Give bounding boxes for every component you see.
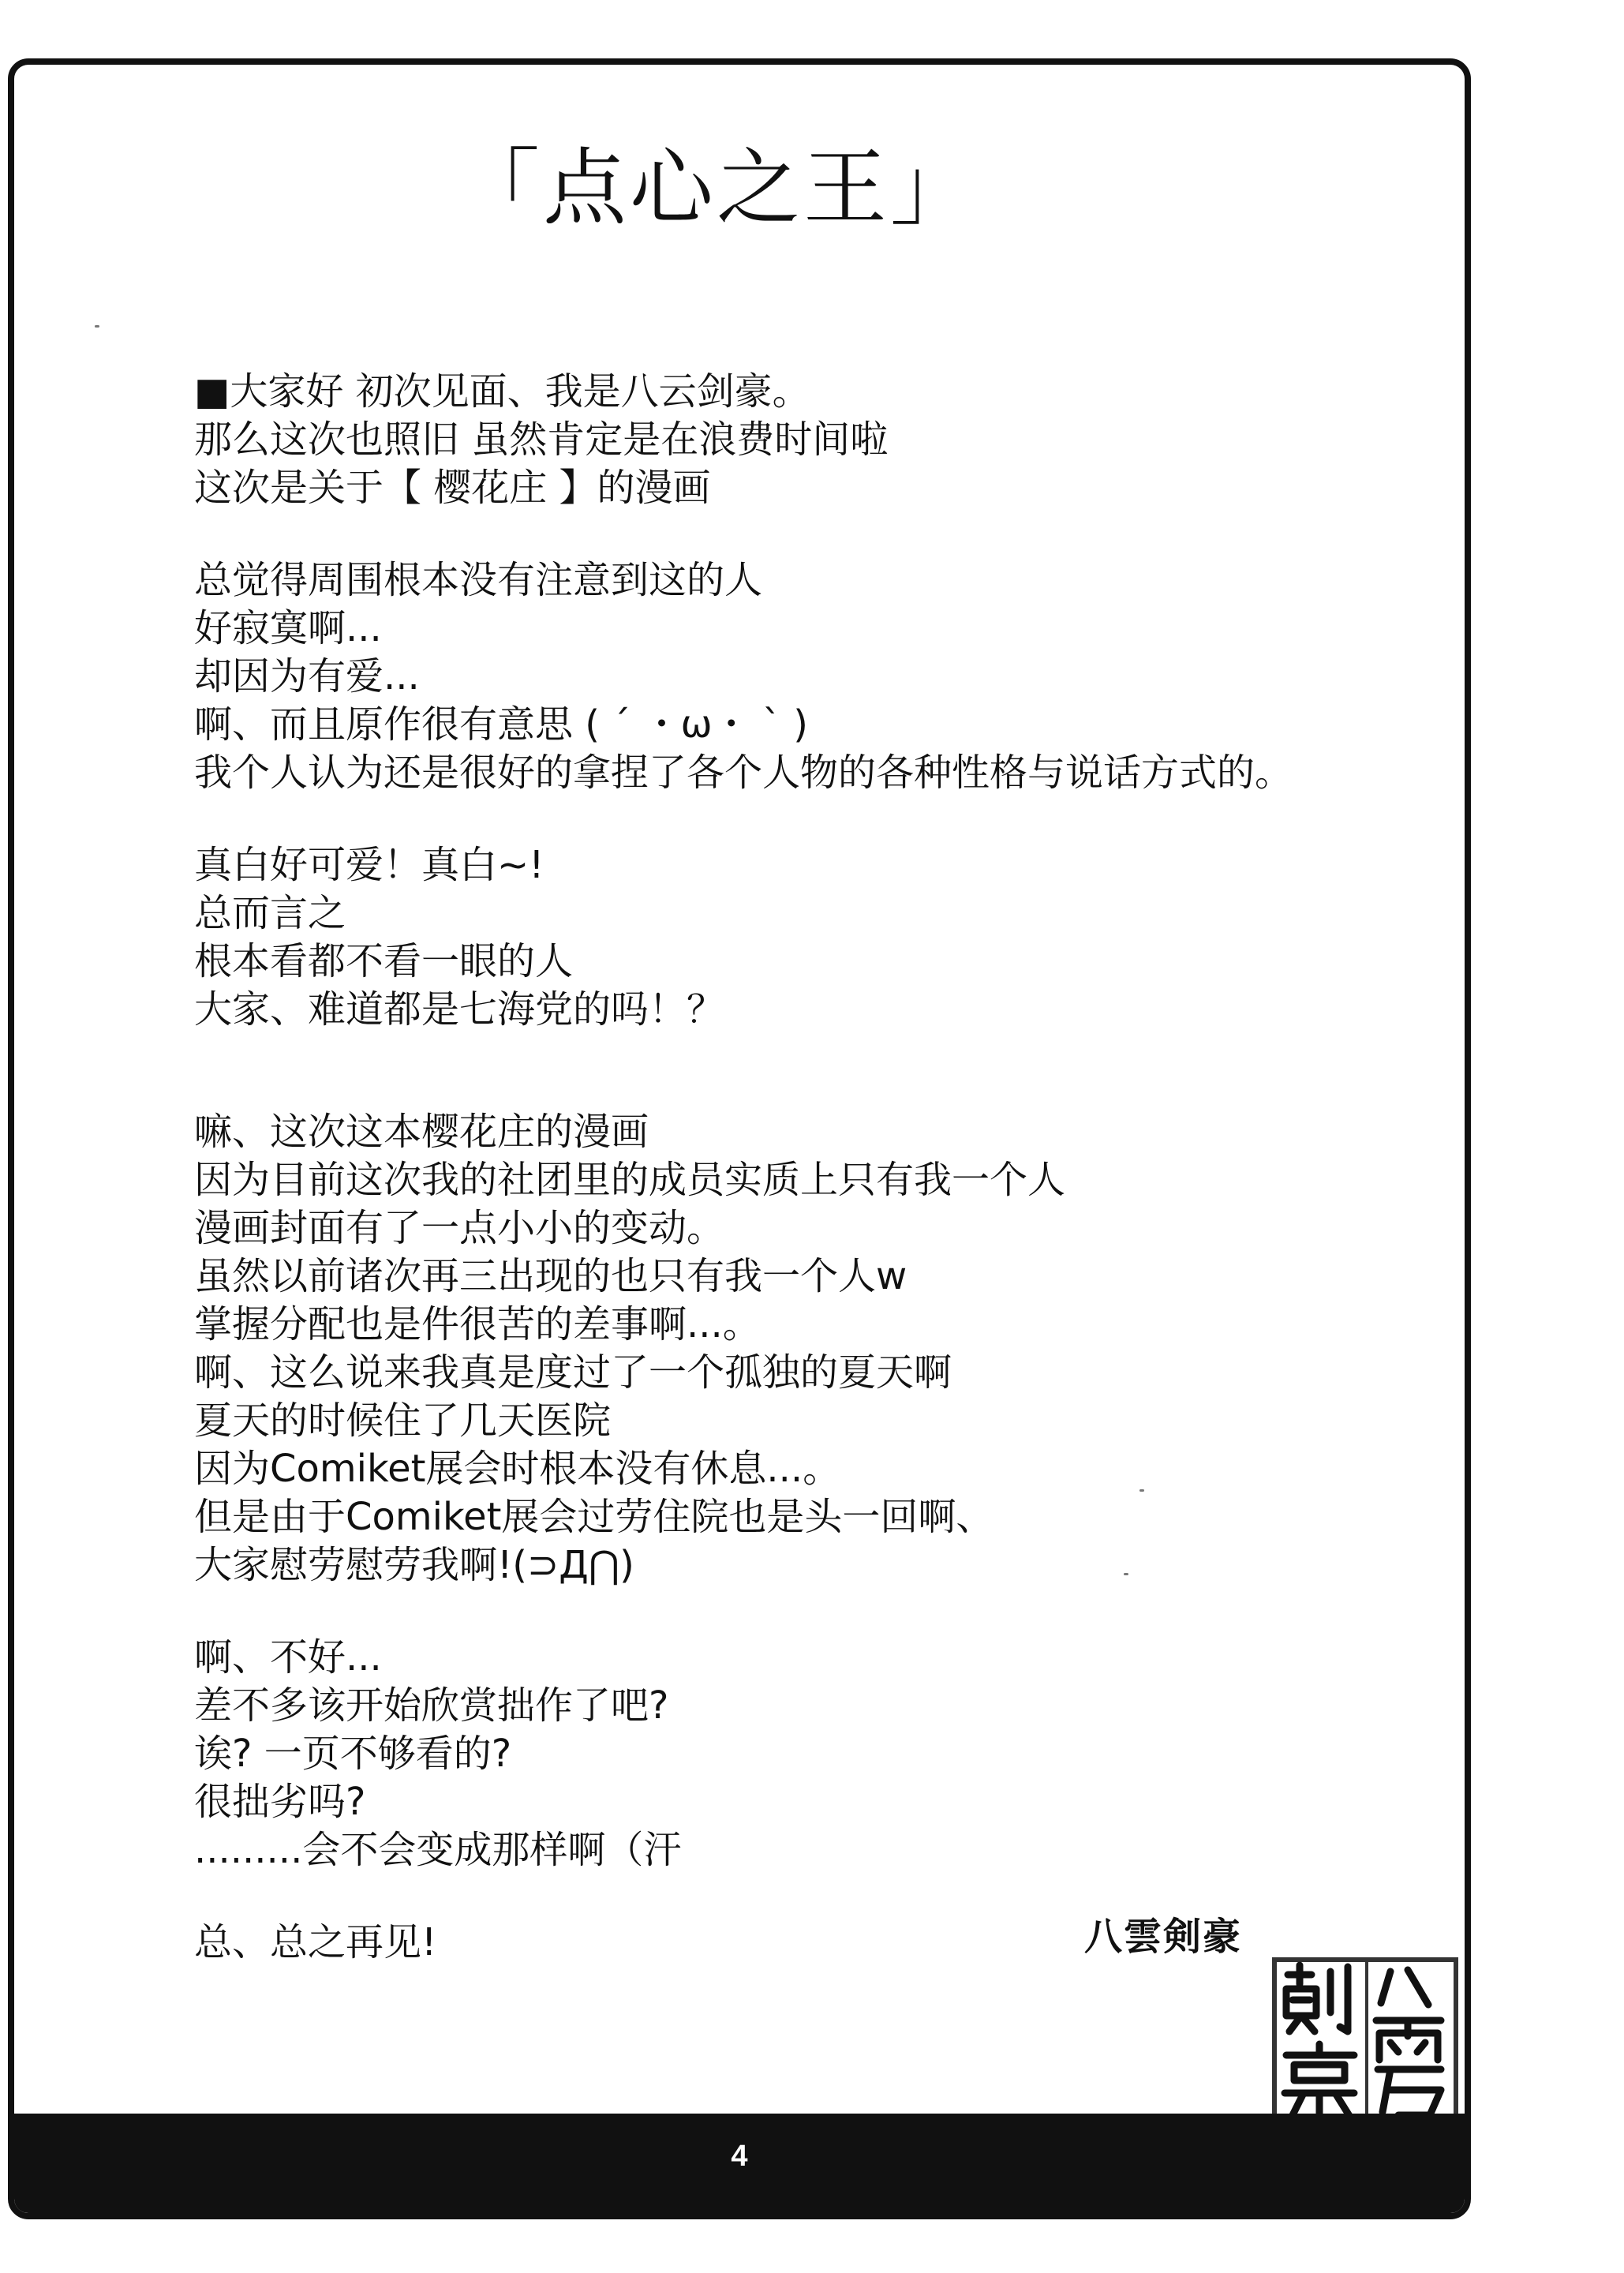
text-line: ■大家好 初次见面、我是八云剑豪。 — [194, 369, 810, 414]
text-line: 诶? 一页不够看的? — [194, 1732, 512, 1776]
text-line: 夏天的时候住了几天医院 — [194, 1399, 612, 1443]
scan-speck — [1124, 1573, 1128, 1575]
text-line: 好寂寞啊... — [194, 606, 382, 650]
text-line: .........会不会变成那样啊（汗 — [194, 1828, 682, 1872]
page-frame — [8, 58, 1471, 2219]
scan-speck — [95, 325, 99, 328]
text-line: 因为目前这次我的社团里的成员实质上只有我一个人 — [194, 1158, 1066, 1202]
footer-bar — [14, 2114, 1465, 2213]
text-line: 因为Comiket展会时根本没有休息...。 — [194, 1447, 841, 1491]
text-line: 虽然以前诸次再三出现的也只有我一个人w — [194, 1254, 907, 1298]
author-seal-stamp — [1272, 1957, 1458, 2129]
body-text — [194, 368, 1441, 1967]
text-line: 大家、难道都是七海党的吗！？ — [194, 987, 725, 1032]
text-line: 但是由于Comiket展会过劳住院也是头一回啊、 — [194, 1495, 994, 1539]
scan-speck — [1139, 1489, 1144, 1492]
author-signature: 八雲剣豪 — [1084, 1915, 1243, 1959]
text-line: 掌握分配也是件很苦的差事啊...。 — [194, 1302, 761, 1346]
text-line: 啊、不好... — [194, 1635, 382, 1679]
text-line: 总觉得周围根本没有注意到这的人 — [194, 558, 763, 602]
text-line: 却因为有爱... — [194, 654, 420, 698]
text-line: 啊、而且原作很有意思 ( ´ ・ω・ ` ) — [194, 702, 808, 747]
closing-line: 总、总之再见! — [194, 1920, 437, 1964]
page-title: 「点心之王」 — [456, 140, 977, 237]
text-line: 根本看都不看一眼的人 — [194, 939, 574, 983]
text-line: 漫画封面有了一点小小的变动。 — [194, 1206, 725, 1250]
text-line: 嘛、这次这本樱花庄的漫画 — [194, 1110, 649, 1154]
text-line: 真白好可爱！真白~! — [194, 843, 544, 887]
page-number: 4 — [731, 2140, 748, 2173]
text-line: 大家慰劳慰劳我啊!(⊃Д⋂) — [194, 1543, 634, 1587]
text-line: 总而言之 — [194, 891, 346, 935]
text-line: 这次是关于【 樱花庄 】的漫画 — [194, 466, 711, 510]
text-line: 很拙劣吗? — [194, 1780, 366, 1824]
text-line: 啊、这么说来我真是度过了一个孤独的夏天啊 — [194, 1350, 952, 1395]
text-line: 我个人认为还是很好的拿捏了各个人物的各种性格与说话方式的。 — [194, 751, 1293, 795]
text-line: 差不多该开始欣赏拙作了吧? — [194, 1683, 669, 1728]
text-line: 那么这次也照旧 虽然肯定是在浪费时间啦 — [194, 418, 889, 462]
